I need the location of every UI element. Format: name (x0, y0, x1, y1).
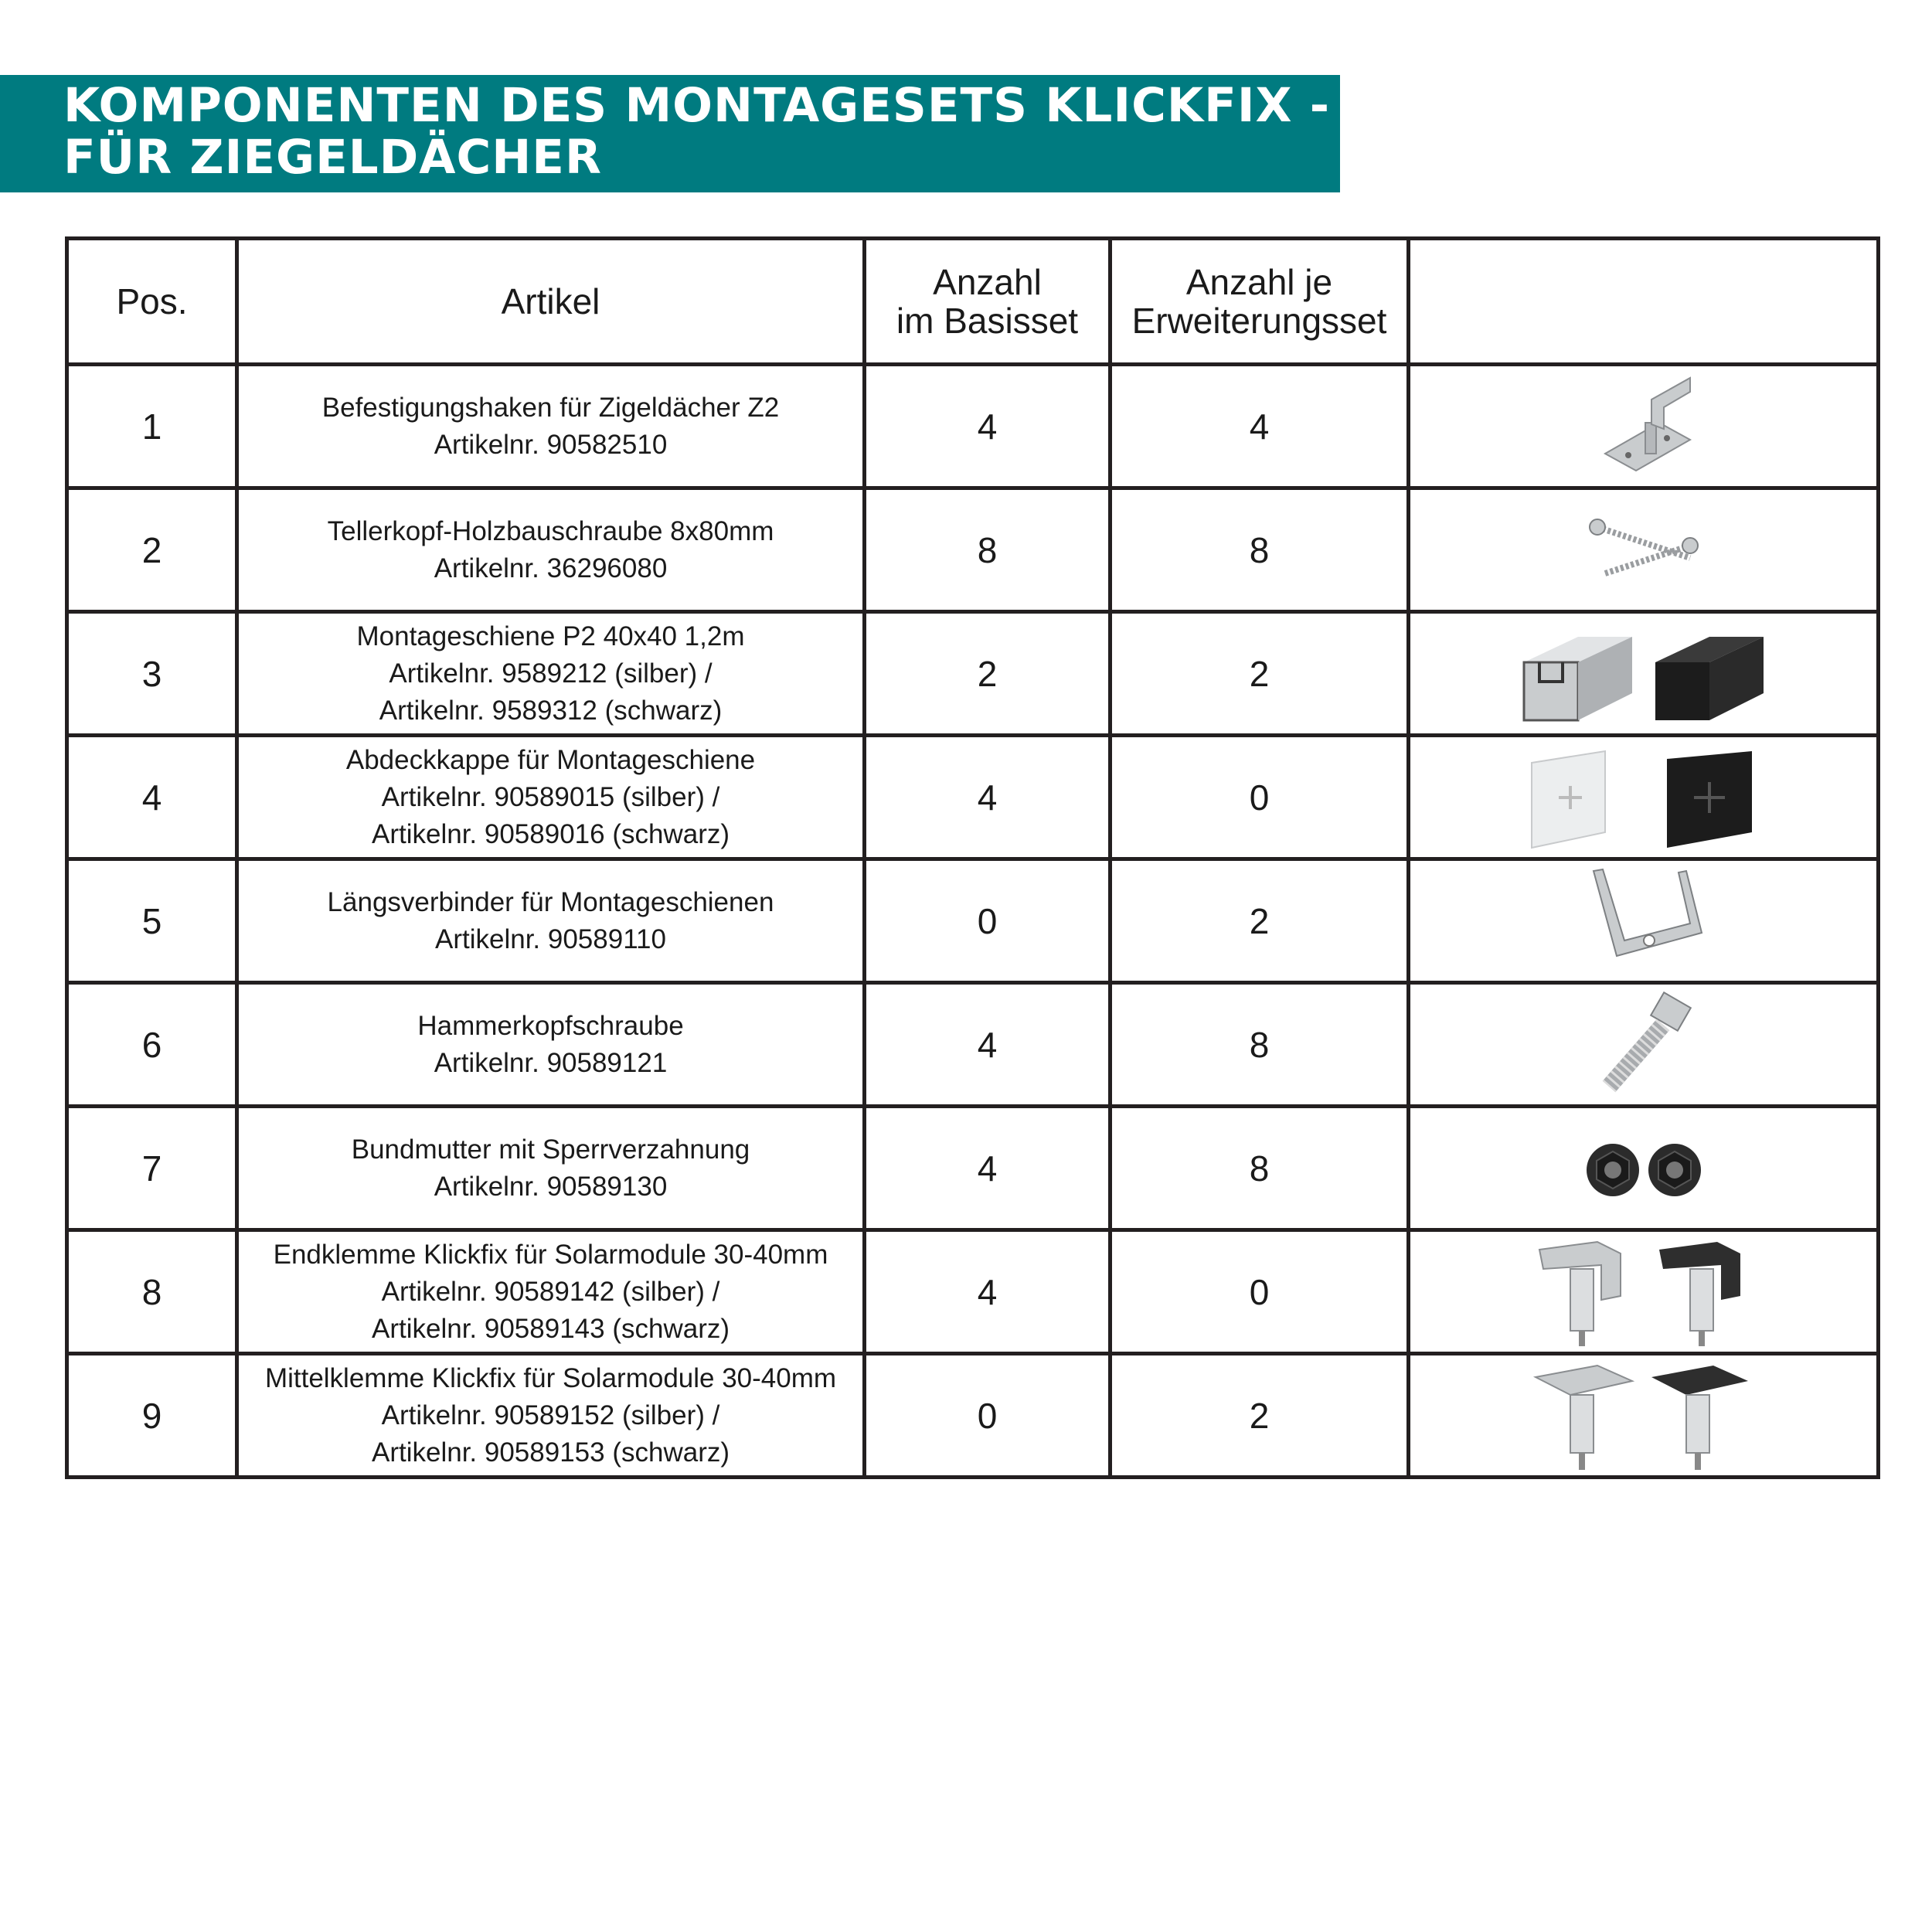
cell-image (1409, 612, 1879, 736)
header-row (67, 239, 1879, 365)
mounting-rail-icon (1410, 620, 1876, 728)
artikel-line: Abdeckkappe für Montageschiene (345, 744, 756, 775)
cell-erweiterung-count: 4 (1111, 365, 1409, 488)
flange-nut-icon (1410, 1130, 1876, 1207)
artikel-line: Bundmutter mit Sperrverzahnung (351, 1134, 750, 1165)
table-row-7 (67, 1107, 1879, 1230)
rail-connector-icon (1410, 863, 1876, 979)
table-row-8 (67, 1230, 1879, 1354)
table-row-3 (67, 612, 1879, 736)
cell-basis-count: 0 (865, 859, 1111, 983)
artikel-line: Tellerkopf-Holzbauschraube 8x80mm (327, 515, 774, 546)
cell-pos: 2 (67, 488, 237, 612)
title-line-2: FÜR ZIEGELDÄCHER (63, 130, 602, 185)
artikel-line: Artikelnr. 9589212 (silber) / (389, 658, 713, 689)
wood-screw-icon (1410, 512, 1876, 589)
artikel-line: Artikelnr. 90589153 (schwarz) (372, 1437, 730, 1468)
cell-artikel (237, 1354, 865, 1478)
header-erweiterung-line-2: Erweiterungsset (1131, 301, 1387, 341)
title-banner (0, 75, 1340, 192)
cell-basis-count: 4 (865, 736, 1111, 859)
artikel-line: Längsverbinder für Montageschienen (327, 886, 774, 917)
cell-image (1409, 859, 1879, 983)
artikel-line: Artikelnr. 90589142 (silber) / (381, 1276, 720, 1307)
table-row-4 (67, 736, 1879, 859)
cell-basis-count: 0 (865, 1354, 1111, 1478)
header-erweiterung (1111, 239, 1409, 365)
cell-image (1409, 1230, 1879, 1354)
artikel-line: Artikelnr. 90589110 (434, 923, 666, 954)
cell-basis-count: 4 (865, 1107, 1111, 1230)
cell-erweiterung-count: 2 (1111, 859, 1409, 983)
cell-artikel (237, 983, 865, 1107)
cell-artikel (237, 365, 865, 488)
header-basis-line-1: Anzahl (933, 262, 1042, 302)
table-row-2 (67, 488, 1879, 612)
artikel-line: Mittelklemme Klickfix für Solarmodule 30-40mm (264, 1362, 837, 1393)
cell-erweiterung-count: 8 (1111, 983, 1409, 1107)
artikel-line: Artikelnr. 90589143 (schwarz) (372, 1313, 730, 1344)
cell-basis-count: 4 (865, 1230, 1111, 1354)
header-basis (865, 239, 1111, 365)
cell-image (1409, 1107, 1879, 1230)
cell-erweiterung-count: 2 (1111, 612, 1409, 736)
header-basis-line-2: im Basisset (896, 301, 1079, 341)
end-cap-icon (1410, 740, 1876, 855)
artikel-line: Artikelnr. 90582510 (434, 429, 668, 460)
artikel-line: Endklemme Klickfix für Solarmodule 30-40mm (273, 1239, 828, 1270)
header-pos: Pos. (67, 239, 237, 365)
cell-image (1409, 983, 1879, 1107)
cell-erweiterung-count: 2 (1111, 1354, 1409, 1478)
cell-image (1409, 1354, 1879, 1478)
cell-image (1409, 488, 1879, 612)
cell-basis-count: 4 (865, 365, 1111, 488)
cell-pos: 7 (67, 1107, 237, 1230)
cell-pos: 1 (67, 365, 237, 488)
cell-pos: 3 (67, 612, 237, 736)
cell-pos: 6 (67, 983, 237, 1107)
components-table (65, 236, 1880, 1479)
artikel-line: Artikelnr. 90589152 (silber) / (381, 1400, 720, 1430)
table-row-5 (67, 859, 1879, 983)
artikel-line: Montageschiene P2 40x40 1,2m (356, 621, 745, 651)
cell-basis-count: 4 (865, 983, 1111, 1107)
roof-hook-icon (1410, 369, 1876, 485)
hammer-head-bolt-icon (1410, 991, 1876, 1099)
cell-artikel (237, 488, 865, 612)
cell-image (1409, 365, 1879, 488)
cell-artikel (237, 1107, 865, 1230)
table-row-6 (67, 983, 1879, 1107)
cell-basis-count: 8 (865, 488, 1111, 612)
cell-pos: 8 (67, 1230, 237, 1354)
page-title (63, 80, 1330, 183)
table-row-9 (67, 1354, 1879, 1478)
artikel-line: Befestigungshaken für Zigeldächer Z2 (321, 392, 780, 423)
cell-artikel (237, 612, 865, 736)
cell-artikel (237, 1230, 865, 1354)
cell-pos: 4 (67, 736, 237, 859)
table-row-1 (67, 365, 1879, 488)
header-image (1409, 239, 1879, 365)
end-clamp-icon (1410, 1234, 1876, 1350)
artikel-line: Artikelnr. 36296080 (434, 553, 668, 583)
artikel-line: Artikelnr. 90589121 (434, 1047, 668, 1078)
title-line-1: KOMPONENTEN DES MONTAGESETS KLICKFIX - (63, 78, 1331, 133)
cell-erweiterung-count: 8 (1111, 1107, 1409, 1230)
cell-pos: 5 (67, 859, 237, 983)
cell-image (1409, 736, 1879, 859)
middle-clamp-icon (1410, 1358, 1876, 1474)
artikel-line: Hammerkopfschraube (417, 1010, 684, 1041)
cell-erweiterung-count: 0 (1111, 1230, 1409, 1354)
cell-erweiterung-count: 8 (1111, 488, 1409, 612)
cell-artikel (237, 736, 865, 859)
artikel-line: Artikelnr. 90589130 (434, 1171, 668, 1202)
cell-artikel (237, 859, 865, 983)
header-erweiterung-line-1: Anzahl je (1185, 262, 1333, 302)
cell-pos: 9 (67, 1354, 237, 1478)
header-artikel: Artikel (237, 239, 865, 365)
cell-erweiterung-count: 0 (1111, 736, 1409, 859)
artikel-line: Artikelnr. 9589312 (schwarz) (379, 695, 723, 726)
artikel-line: Artikelnr. 90589016 (schwarz) (372, 818, 730, 849)
cell-basis-count: 2 (865, 612, 1111, 736)
artikel-line: Artikelnr. 90589015 (silber) / (381, 781, 720, 812)
